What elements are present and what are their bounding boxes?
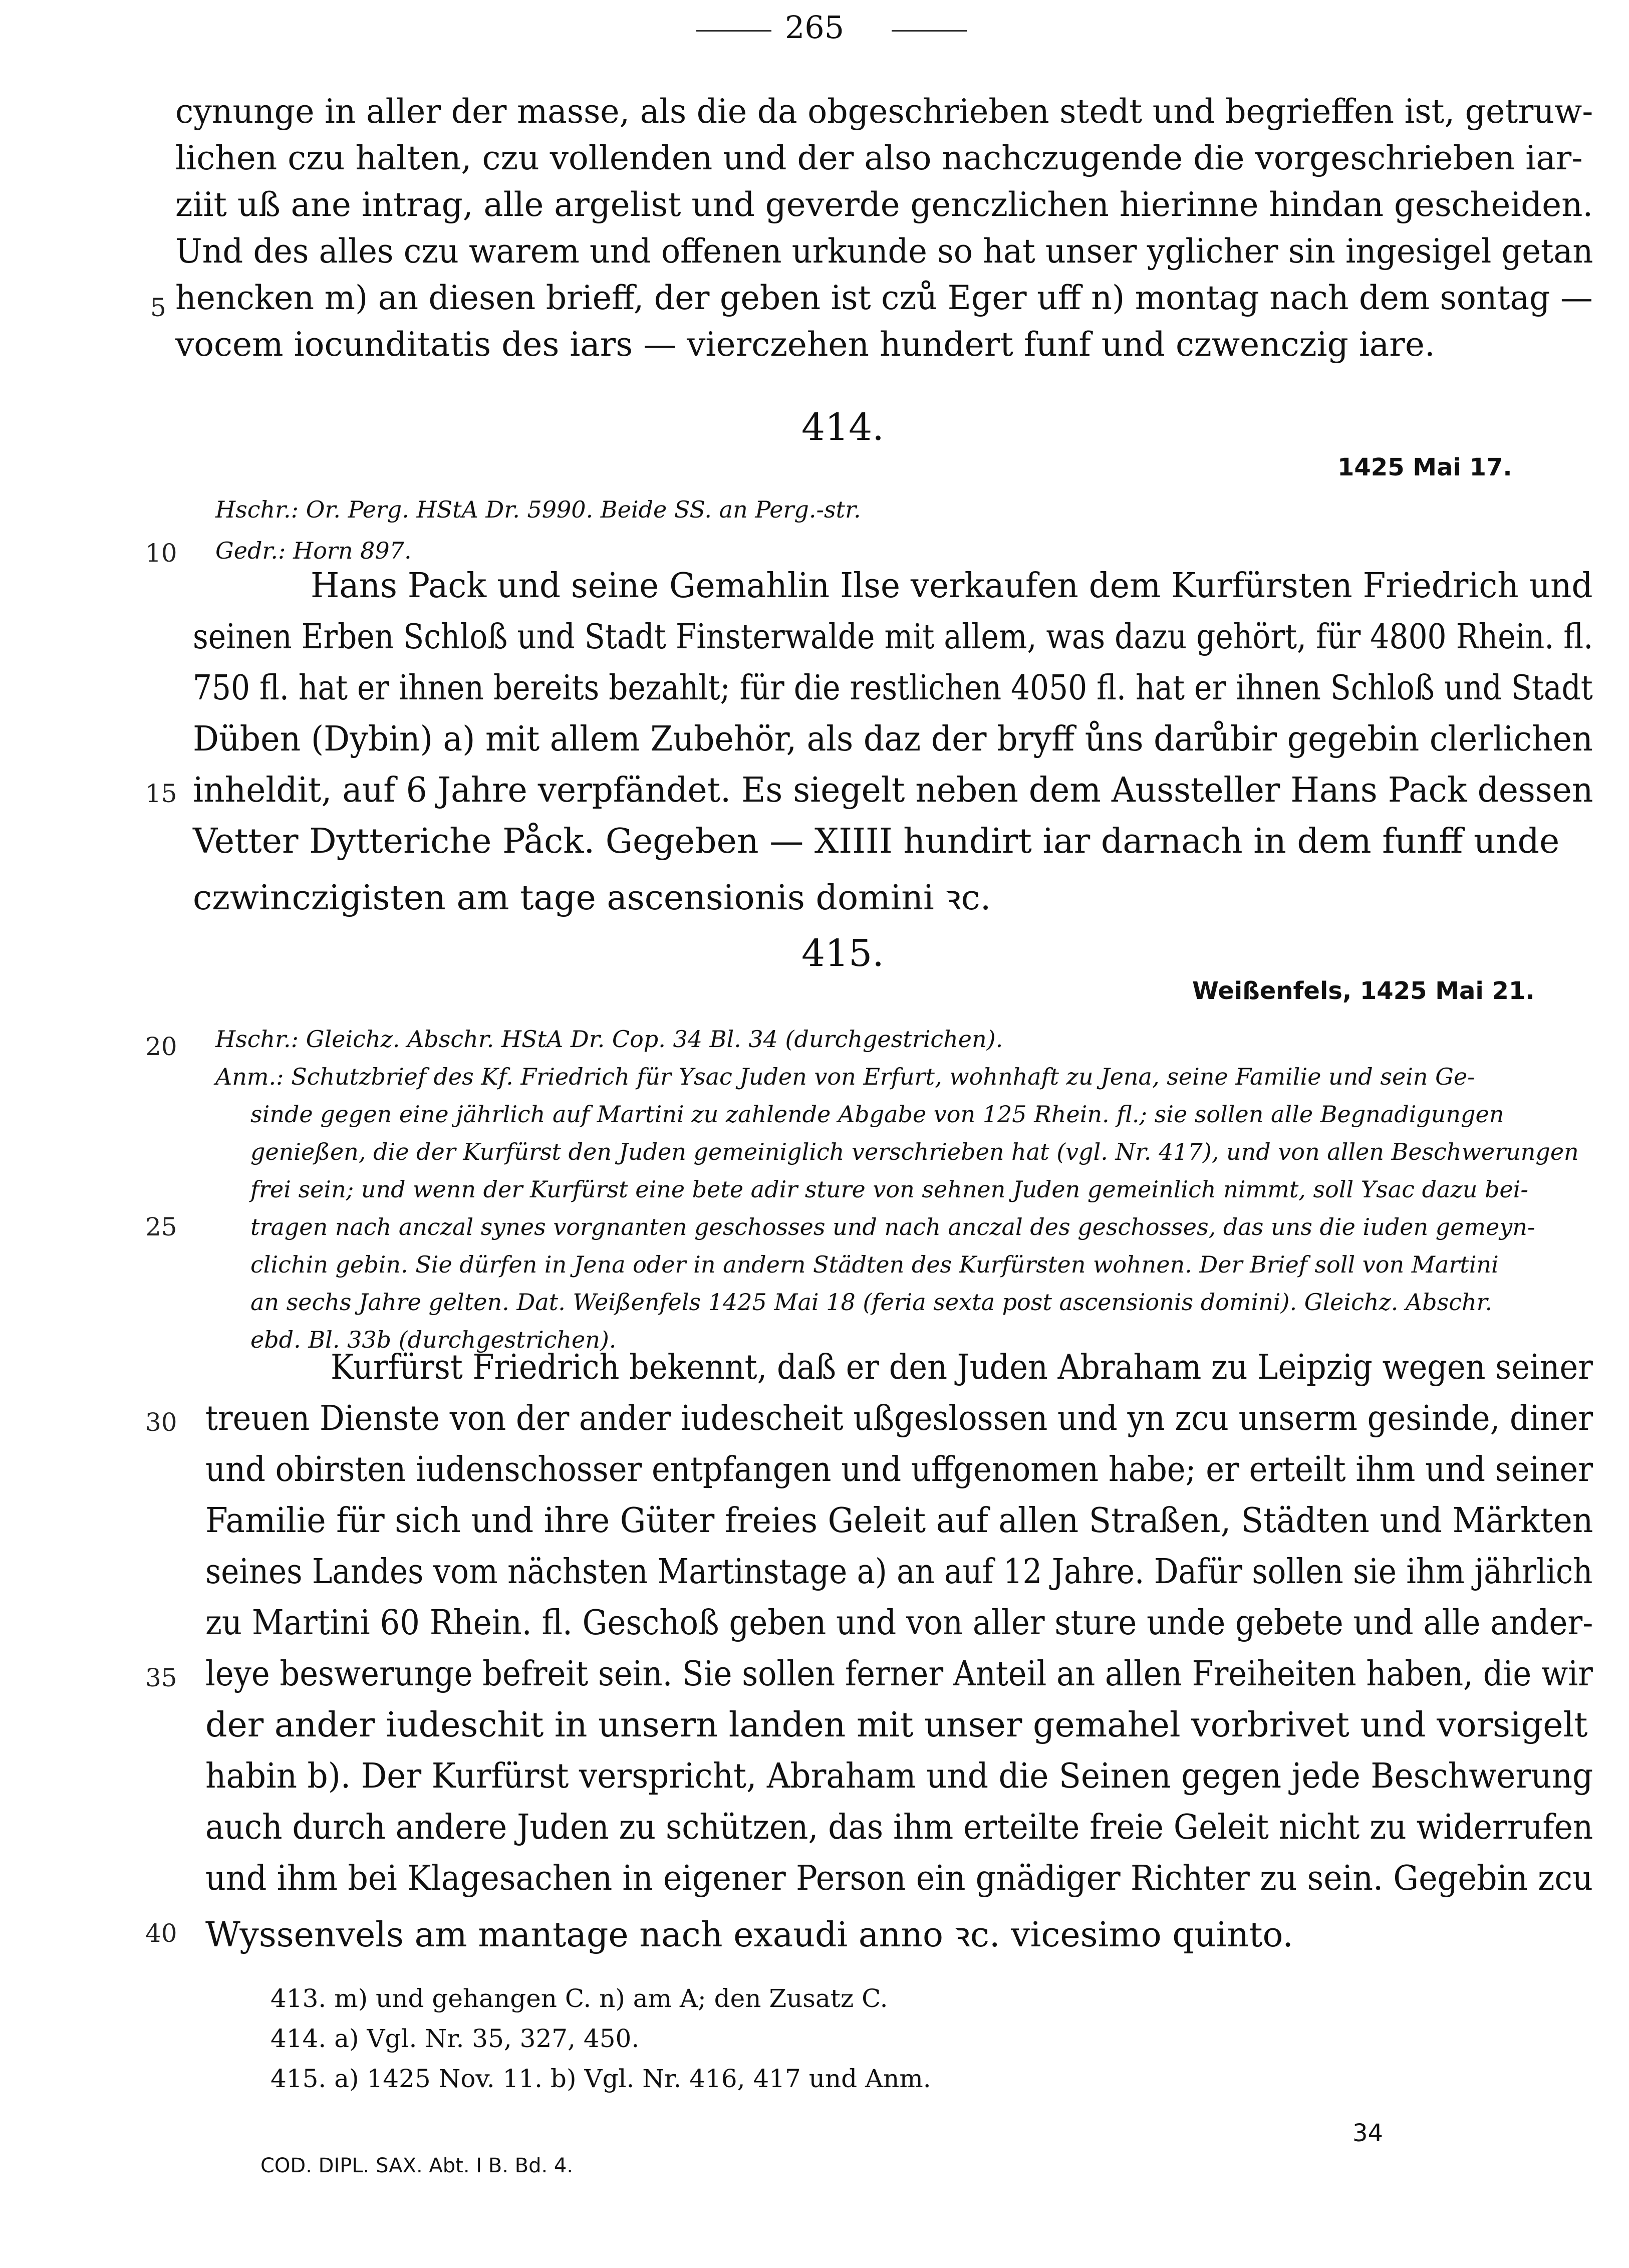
- doc-414-text-4: Düben (Dybin) a) mit allem Zubehör, als daz der bryff ůns darůbir gegebin clerlichen: [193, 719, 1593, 759]
- signature-mark: COD. DIPL. SAX. Abt. I B. Bd. 4.: [260, 2154, 574, 2177]
- sheet-number: 34: [1352, 2119, 1384, 2147]
- top-line-1: cynunge in aller der masse, als die da obgeschrieben stedt und begrieffen ist, getruw-: [175, 92, 1593, 131]
- line-number-30: 30: [145, 1408, 177, 1437]
- doc-415-text-8: der ander iudeschit in unsern landen mit unser gemahel vorbrivet und vorsigelt: [205, 1705, 1588, 1745]
- doc-415-text-5: seines Landes vom nächsten Martinstage a) an auf 12 Jahre. Dafür sollen sie ihm jährlich: [205, 1552, 1593, 1592]
- doc-414-text-2: seinen Erben Schloß und Stadt Finsterwalde mit allem, was dazu gehört, für 4800 Rhein. fl.: [193, 617, 1593, 657]
- doc-415-text-11: und ihm bei Klagesachen in eigener Person ein gnädiger Richter zu sein. Gegebin zcu: [205, 1859, 1593, 1898]
- top-line-3: ziit uß ane intrag, alle argelist und geverde genczlichen hierinne hindan gescheiden.: [175, 185, 1593, 224]
- doc-415-note-7: clichin gebin. Sie dürfen in Jena oder in andern Städten des Kurfürsten wohnen. Der Brief soll von Martini: [250, 1251, 1499, 1278]
- doc-414-text-6: Vetter Dytteriche Påck. Gegeben — XIIII hundirt iar darnach in dem funff unde: [193, 822, 1560, 861]
- line-number-40: 40: [145, 1919, 177, 1948]
- doc-414-text-5: inheldit, auf 6 Jahre verpfändet. Es siegelt neben dem Aussteller Hans Pack dessen: [193, 771, 1593, 810]
- doc-415-number: 415.: [801, 932, 884, 975]
- doc-415-note-5: frei sein; und wenn der Kurfürst eine bete adir sture von sehnen Juden gemeinlich nimmt, soll Ysac dazu bei-: [250, 1176, 1528, 1203]
- footnote-413: 413. m) und gehangen C. n) am A; den Zusatz C.: [270, 1984, 888, 2013]
- line-number-5: 5: [150, 293, 166, 322]
- doc-414-date: 1425 Mai 17.: [1337, 453, 1512, 481]
- doc-415-date: Weißenfels, 1425 Mai 21.: [1192, 977, 1535, 1005]
- doc-415-text-6: zu Martini 60 Rhein. fl. Geschoß geben und von aller sture unde gebete und alle ander-: [205, 1603, 1593, 1643]
- top-line-6: vocem iocunditatis des iars — vierczehen hundert funf und czwenczig iare.: [175, 325, 1435, 364]
- line-number-15: 15: [145, 779, 177, 808]
- line-number-25: 25: [145, 1212, 177, 1241]
- footnote-415: 415. a) 1425 Nov. 11. b) Vgl. Nr. 416, 417 und Anm.: [270, 2064, 931, 2093]
- top-line-2: lichen czu halten, czu vollenden und der also nachczugende die vorgeschrieben iar-: [175, 139, 1583, 177]
- doc-415-note-8: an sechs Jahre gelten. Dat. Weißenfels 1425 Mai 18 (feria sexta post ascensionis domini). Gleichz. Abschr.: [250, 1289, 1493, 1316]
- doc-414-number: 414.: [801, 406, 884, 449]
- line-number-20: 20: [145, 1032, 177, 1061]
- line-number-35: 35: [145, 1663, 177, 1692]
- doc-414-source-1: Hschr.: Or. Perg. HStA Dr. 5990. Beide SS. an Perg.-str.: [215, 496, 861, 523]
- doc-415-note-9: ebd. Bl. 33b (durchgestrichen).: [250, 1326, 617, 1353]
- doc-415-text-10: auch durch andere Juden zu schützen, das ihm erteilte freie Geleit nicht zu widerrufen: [205, 1808, 1593, 1847]
- doc-415-text-1: Kurfürst Friedrich bekennt, daß er den Juden Abraham zu Leipzig wegen seiner: [331, 1348, 1593, 1387]
- doc-415-note-1: Hschr.: Gleichz. Abschr. HStA Dr. Cop. 34 Bl. 34 (durchgestrichen).: [215, 1026, 1003, 1053]
- doc-415-text-2: treuen Dienste von der ander iudescheit ußgeslossen und yn zcu unserm gesinde, diner: [205, 1399, 1593, 1438]
- doc-414-text-1: Hans Pack und seine Gemahlin Ilse verkaufen dem Kurfürsten Friedrich und: [311, 566, 1593, 606]
- doc-415-text-4: Familie für sich und ihre Güter freies Geleit auf allen Straßen, Städten und Märkten: [205, 1501, 1593, 1541]
- doc-415-note-2: Anm.: Schutzbrief des Kf. Friedrich für Ysac Juden von Erfurt, wohnhaft zu Jena, seine Familie und sein Ge-: [215, 1063, 1475, 1090]
- top-line-5: hencken m) an diesen brieff, der geben ist czů Eger uff n) montag nach dem sontag —: [175, 279, 1593, 317]
- footnote-414: 414. a) Vgl. Nr. 35, 327, 450.: [270, 2024, 640, 2053]
- doc-414-source-2: Gedr.: Horn 897.: [215, 537, 412, 564]
- doc-415-text-3: und obirsten iudenschosser entpfangen und uffgenomen habe; er erteilt ihm und seiner: [205, 1450, 1593, 1489]
- doc-415-note-3: sinde gegen eine jährlich auf Martini zu zahlende Abgabe von 125 Rhein. fl.; sie sollen alle Begnadigungen: [250, 1101, 1504, 1128]
- doc-414-text-7: czwinczigisten am tage ascensionis domini ꝛc.: [193, 878, 991, 918]
- doc-415-text-7: leye beswerunge befreit sein. Sie sollen ferner Anteil an allen Freiheiten haben, die wir: [205, 1654, 1593, 1694]
- line-number-10: 10: [145, 539, 177, 568]
- page-number: 265: [784, 9, 845, 46]
- doc-414-text-3: 750 fl. hat er ihnen bereits bezahlt; für die restlichen 4050 fl. hat er ihnen Schloß und Stadt: [193, 668, 1593, 708]
- doc-415-text-12: Wyssenvels am mantage nach exaudi anno ꝛc. vicesimo quinto.: [205, 1915, 1293, 1955]
- top-line-4: Und des alles czu warem und offenen urkunde so hat unser yglicher sin ingesigel getan: [175, 232, 1593, 271]
- doc-415-text-9: habin b). Der Kurfürst verspricht, Abraham und die Seinen gegen jede Beschwerung: [205, 1756, 1593, 1796]
- doc-415-note-4: genießen, die der Kurfürst den Juden gemeiniglich verschrieben hat (vgl. Nr. 417), und von allen Beschwerungen: [250, 1138, 1579, 1165]
- doc-415-note-6: tragen nach anczal synes vorgnanten geschosses und nach anczal des geschosses, das uns die iuden gemeyn-: [250, 1213, 1535, 1240]
- header-rule-right: [892, 30, 967, 32]
